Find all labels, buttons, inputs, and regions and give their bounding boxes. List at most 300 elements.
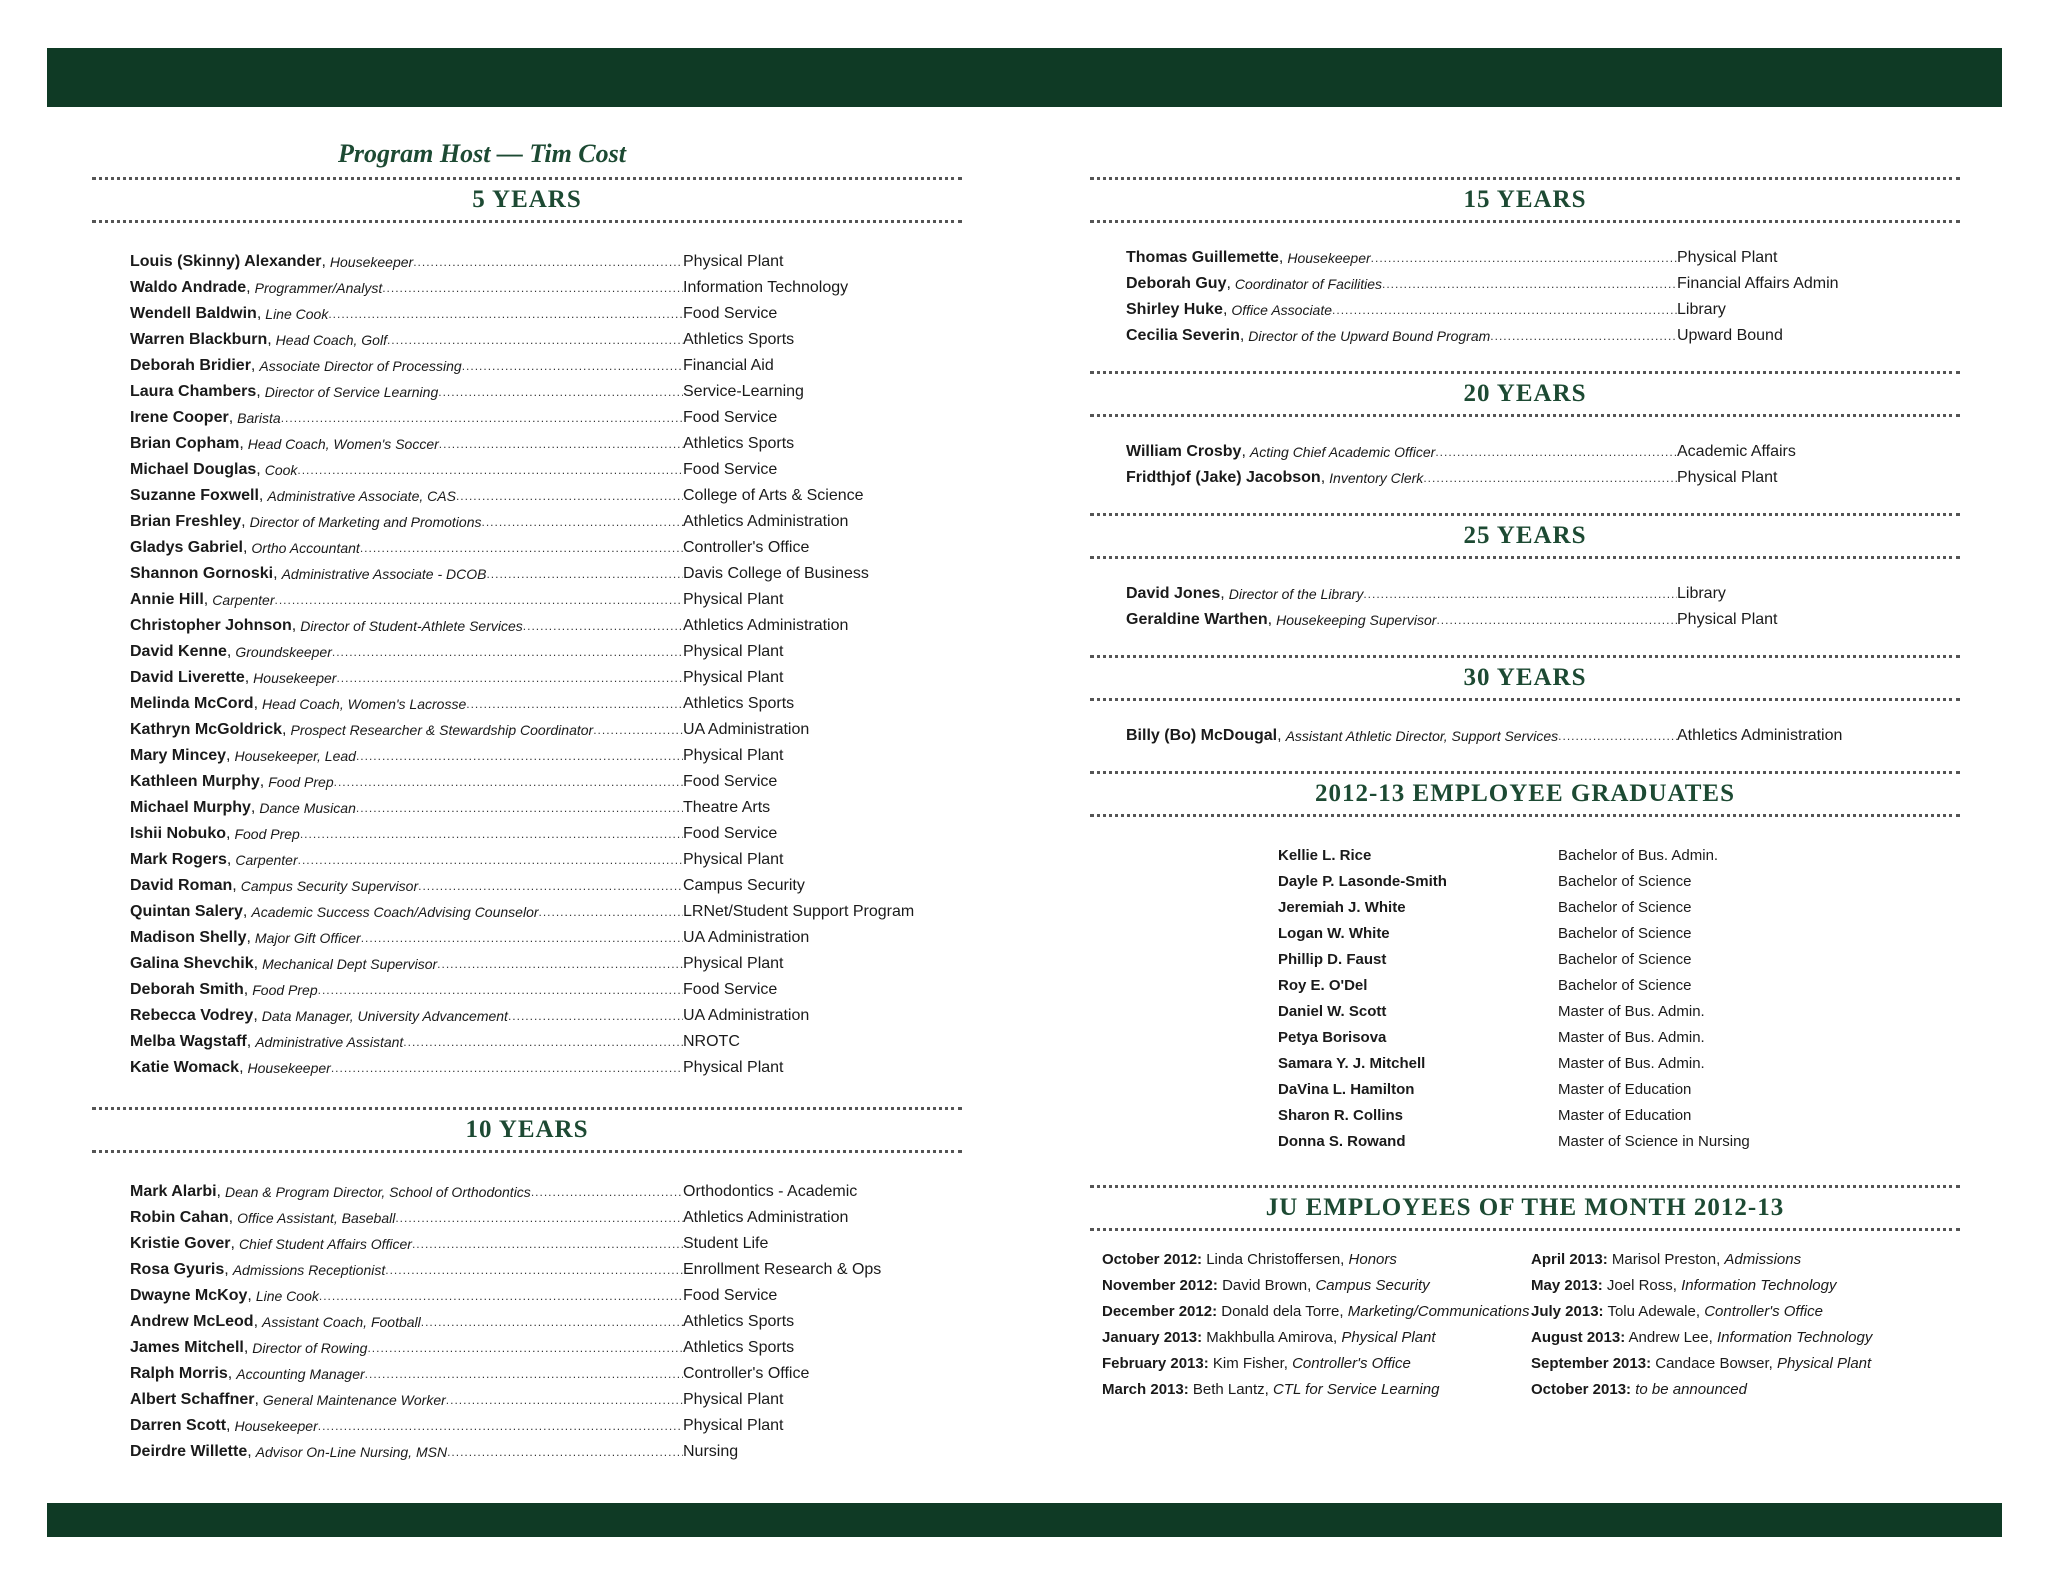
honoree-name: Robin Cahan xyxy=(130,1209,229,1226)
eom-entry xyxy=(1102,1299,1531,1325)
dot-leader xyxy=(356,795,683,821)
honoree-department: Food Service xyxy=(683,981,778,998)
eom-entry xyxy=(1102,1325,1531,1351)
dotted-rule xyxy=(1090,771,1960,774)
honoree-name-title xyxy=(130,873,683,899)
eom-department: Controller's Office xyxy=(1292,1355,1411,1372)
separator: , xyxy=(243,1339,249,1356)
dot-leader xyxy=(281,405,683,431)
dot-leader xyxy=(456,483,683,509)
dotted-rule xyxy=(92,220,962,223)
honoree-row xyxy=(130,561,962,587)
honoree-row xyxy=(130,1413,962,1439)
honoree-name: Shannon Gornoski xyxy=(130,565,274,582)
dot-leader xyxy=(1332,297,1677,323)
separator: , xyxy=(226,825,231,842)
eom-name: Marisol Preston, xyxy=(1611,1251,1721,1268)
honoree-department: Enrollment Research & Ops xyxy=(683,1261,882,1278)
honoree-name-title xyxy=(130,639,683,665)
honoree-department: UA Administration xyxy=(683,721,810,738)
honoree-name-title xyxy=(130,847,683,873)
dot-leader xyxy=(481,509,683,535)
dotted-rule xyxy=(1090,414,1960,417)
honoree-name: Deborah Guy xyxy=(1126,275,1227,292)
section-heading: 15 YEARS xyxy=(1463,186,1587,213)
honoree-name: Madison Shelly xyxy=(130,929,247,946)
separator: , xyxy=(226,1417,231,1434)
dot-leader xyxy=(1371,245,1677,271)
honoree-row xyxy=(130,509,962,535)
eom-name: Andrew Lee, xyxy=(1628,1329,1713,1346)
honoree-row xyxy=(130,1439,962,1465)
honoree-department: Athletics Administration xyxy=(1677,727,1843,744)
eom-entry xyxy=(1531,1299,1960,1325)
graduate-name: Petya Borisova xyxy=(1278,1029,1387,1046)
honoree-department: Food Service xyxy=(683,461,778,478)
honoree-title: Administrative Associate, CAS xyxy=(267,488,456,504)
honoree-department: Athletics Administration xyxy=(683,617,849,634)
honoree-department: Theatre Arts xyxy=(683,799,771,816)
dot-leader xyxy=(531,1179,683,1205)
separator: , xyxy=(246,929,251,946)
eom-month: November 2012: xyxy=(1102,1277,1218,1294)
honoree-row xyxy=(130,717,962,743)
dot-leader xyxy=(318,1413,683,1439)
honoree-name-title xyxy=(130,301,683,327)
separator: , xyxy=(273,565,278,582)
honoree-title: Dean & Program Director, School of Orthodontics xyxy=(225,1184,531,1200)
honoree-department: Student Life xyxy=(683,1235,769,1252)
honoree-department: Physical Plant xyxy=(1677,469,1778,486)
separator: , xyxy=(226,851,232,868)
honoree-title: Administrative Assistant xyxy=(255,1034,404,1050)
honoree-title: Food Prep xyxy=(268,774,334,790)
graduates-list xyxy=(1278,843,1960,1155)
honoree-name: Warren Blackburn xyxy=(130,331,268,348)
honoree-name-title xyxy=(130,1335,683,1361)
graduate-row xyxy=(1278,1025,1960,1051)
honoree-title: Housekeeper xyxy=(234,1418,318,1434)
honoree-title: Food Prep xyxy=(234,826,300,842)
honoree-department: Athletics Sports xyxy=(683,1339,795,1356)
honoree-department: Nursing xyxy=(683,1443,739,1460)
honoree-name-title xyxy=(130,535,683,561)
separator: , xyxy=(228,1209,234,1226)
honoree-department: Orthodontics - Academic xyxy=(683,1183,858,1200)
eom-entry xyxy=(1531,1273,1960,1299)
separator: , xyxy=(230,1235,235,1252)
eom-entry xyxy=(1102,1247,1531,1273)
separator: , xyxy=(256,305,262,322)
separator: , xyxy=(242,539,248,556)
honoree-name: Andrew McLeod xyxy=(130,1313,254,1330)
separator: , xyxy=(243,981,249,998)
dot-leader xyxy=(365,1361,683,1387)
dot-leader xyxy=(403,1029,683,1055)
honoree-department: Upward Bound xyxy=(1677,327,1783,344)
separator: , xyxy=(247,1443,252,1460)
dot-leader xyxy=(437,951,683,977)
separator: , xyxy=(239,435,244,452)
honoree-name: David Roman xyxy=(130,877,233,894)
honoree-name: Irene Cooper xyxy=(130,409,229,426)
dot-leader xyxy=(367,1335,683,1361)
honoree-name-title xyxy=(130,483,683,509)
section-header xyxy=(1090,655,1960,701)
separator: , xyxy=(256,383,261,400)
section-heading: 5 YEARS xyxy=(472,186,582,213)
honoree-department: Physical Plant xyxy=(683,253,784,270)
honoree-department: Physical Plant xyxy=(683,591,784,608)
eom-department: CTL for Service Learning xyxy=(1272,1381,1440,1398)
honoree-name: Michael Murphy xyxy=(130,799,251,816)
dot-leader xyxy=(331,1055,683,1081)
honoree-row xyxy=(130,1283,962,1309)
dot-leader xyxy=(539,899,683,925)
dotted-rule xyxy=(1090,814,1960,817)
dotted-rule xyxy=(1090,1228,1960,1231)
eom-name: David Brown, xyxy=(1222,1277,1312,1294)
honoree-name: Deirdre Willette xyxy=(130,1443,248,1460)
honoree-department: Food Service xyxy=(683,773,778,790)
separator: , xyxy=(246,1033,252,1050)
honoree-title: Programmer/Analyst xyxy=(254,280,383,296)
honoree-name-title xyxy=(130,1231,683,1257)
honoree-row xyxy=(1126,723,1960,749)
honoree-title: Accounting Manager xyxy=(236,1366,365,1382)
honoree-row xyxy=(130,535,962,561)
eom-entry xyxy=(1531,1351,1960,1377)
separator: , xyxy=(246,279,251,296)
honoree-title: Housekeeper, Lead xyxy=(234,748,356,764)
honoree-row xyxy=(130,1335,962,1361)
honoree-row xyxy=(1126,271,1960,297)
dot-leader xyxy=(332,639,683,665)
separator: , xyxy=(226,643,232,660)
honoree-name: Melinda McCord xyxy=(130,695,254,712)
honoree-list xyxy=(92,1179,962,1465)
eom-department: Honors xyxy=(1348,1251,1397,1268)
bottom-band xyxy=(47,1503,2002,1537)
graduate-degree: Bachelor of Science xyxy=(1558,977,1692,994)
honoree-department: LRNet/Student Support Program xyxy=(683,903,915,920)
separator: , xyxy=(254,1391,259,1408)
employees-of-month xyxy=(1090,1247,1960,1403)
honoree-row xyxy=(130,821,962,847)
separator: , xyxy=(321,253,326,270)
honoree-title: Line Cook xyxy=(265,306,329,322)
separator: , xyxy=(244,669,250,686)
honoree-title: Chief Student Affairs Officer xyxy=(238,1236,412,1252)
honoree-name: Albert Schaffner xyxy=(130,1391,255,1408)
eom-month: October 2013: xyxy=(1531,1381,1632,1398)
eom-month: May 2013: xyxy=(1531,1277,1603,1294)
separator: , xyxy=(1226,275,1231,292)
section-heading: 20 YEARS xyxy=(1463,380,1587,407)
graduate-degree: Master of Education xyxy=(1558,1107,1692,1124)
separator: , xyxy=(250,799,256,816)
honoree-row xyxy=(130,1387,962,1413)
honoree-name-title xyxy=(130,249,683,275)
honoree-title: Admissions Receptionist xyxy=(232,1262,386,1278)
honoree-name: Brian Freshley xyxy=(130,513,242,530)
honoree-name-title xyxy=(130,1205,683,1231)
eom-name: Tolu Adewale, xyxy=(1607,1303,1701,1320)
dot-leader xyxy=(328,301,683,327)
honoree-title: Office Associate xyxy=(1231,302,1333,318)
honoree-title: Advisor On-Line Nursing, MSN xyxy=(255,1444,448,1460)
program-host: Program Host — Tim Cost xyxy=(338,139,626,168)
dot-leader xyxy=(385,1257,683,1283)
honoree-row xyxy=(130,743,962,769)
honoree-row xyxy=(130,1055,962,1081)
honoree-list xyxy=(92,249,962,1081)
right-column xyxy=(1090,135,1960,1403)
honoree-name-title xyxy=(130,353,683,379)
honoree-name-title xyxy=(1126,465,1677,491)
graduate-degree: Master of Education xyxy=(1558,1081,1692,1098)
employees-of-month-header xyxy=(1090,1185,1960,1231)
honoree-name-title xyxy=(130,1439,683,1465)
honoree-name: Rebecca Vodrey xyxy=(130,1007,254,1024)
honoree-title: Director of the Upward Bound Program xyxy=(1248,328,1491,344)
honoree-name-title xyxy=(130,665,683,691)
top-band xyxy=(47,48,2002,107)
honoree-department: Library xyxy=(1677,585,1726,602)
honoree-title: Director of Service Learning xyxy=(264,384,439,400)
honoree-name: Michael Douglas xyxy=(130,461,257,478)
eom-name: Makhbulla Amirova, xyxy=(1206,1329,1338,1346)
honoree-name-title xyxy=(130,717,683,743)
honoree-title: Dance Musican xyxy=(259,800,356,816)
eom-department: to be announced xyxy=(1635,1381,1747,1398)
honoree-name: James Mitchell xyxy=(130,1339,244,1356)
dotted-rule xyxy=(1090,220,1960,223)
honoree-name-title xyxy=(1126,439,1677,465)
separator: , xyxy=(253,1313,259,1330)
honoree-title: Inventory Clerk xyxy=(1329,470,1424,486)
dot-leader xyxy=(1423,465,1677,491)
honoree-row xyxy=(130,795,962,821)
honoree-name-title xyxy=(130,1055,683,1081)
honoree-name: Fridthjof (Jake) Jacobson xyxy=(1126,469,1321,486)
honoree-name-title xyxy=(130,405,683,431)
dot-leader xyxy=(1490,323,1677,349)
eom-month: March 2013: xyxy=(1102,1381,1189,1398)
honoree-title: Acting Chief Academic Officer xyxy=(1249,444,1436,460)
eom-entry xyxy=(1102,1273,1531,1299)
dot-leader xyxy=(356,743,683,769)
honoree-department: Controller's Office xyxy=(683,539,810,556)
honoree-row xyxy=(130,769,962,795)
dot-leader xyxy=(319,1283,683,1309)
honoree-row xyxy=(1126,245,1960,271)
honoree-title: Groundskeeper xyxy=(235,644,332,660)
honoree-name: Louis (Skinny) Alexander xyxy=(130,253,322,270)
dotted-rule xyxy=(1090,655,1960,658)
honoree-list xyxy=(1090,439,1960,491)
honoree-title: Assistant Athletic Director, Support Services xyxy=(1285,728,1559,744)
eom-month: February 2013: xyxy=(1102,1355,1209,1372)
eom-name: Kim Fisher, xyxy=(1212,1355,1288,1372)
honoree-name: Cecilia Severin xyxy=(1126,327,1240,344)
section-heading: 30 YEARS xyxy=(1463,664,1587,691)
separator: , xyxy=(1320,469,1326,486)
honoree-title: Carpenter xyxy=(235,852,298,868)
honoree-name-title xyxy=(1126,271,1677,297)
dot-leader xyxy=(1382,271,1677,297)
honoree-title: Head Coach, Women's Lacrosse xyxy=(262,696,467,712)
honoree-name-title xyxy=(130,1283,683,1309)
graduate-name: Donna S. Rowand xyxy=(1278,1133,1406,1150)
honoree-department: Physical Plant xyxy=(683,1417,784,1434)
eom-entry xyxy=(1102,1351,1531,1377)
honoree-title: Major Gift Officer xyxy=(254,930,361,946)
honoree-department: Service-Learning xyxy=(683,383,804,400)
separator: , xyxy=(242,903,248,920)
honoree-name-title xyxy=(130,899,683,925)
separator: , xyxy=(1220,585,1225,602)
dot-leader xyxy=(1435,439,1677,465)
graduates-header xyxy=(1090,771,1960,817)
eom-entry xyxy=(1531,1247,1960,1273)
eom-name: Joel Ross, xyxy=(1606,1277,1677,1294)
spacer xyxy=(1090,135,1960,173)
honoree-department: Campus Security xyxy=(683,877,805,894)
graduate-degree: Master of Science in Nursing xyxy=(1558,1133,1750,1150)
honoree-name: Brian Copham xyxy=(130,435,240,452)
honoree-name-title xyxy=(130,1029,683,1055)
separator: , xyxy=(216,1183,221,1200)
honoree-department: Information Technology xyxy=(683,279,849,296)
separator: , xyxy=(239,1059,244,1076)
honoree-department: Athletics Sports xyxy=(683,1313,795,1330)
honoree-row xyxy=(130,1309,962,1335)
separator: , xyxy=(282,721,287,738)
separator: , xyxy=(227,1365,233,1382)
honoree-title: Data Manager, University Advancement xyxy=(261,1008,508,1024)
graduate-row xyxy=(1278,921,1960,947)
separator: , xyxy=(259,773,265,790)
honoree-row xyxy=(130,639,962,665)
honoree-title: Director of Marketing and Promotions xyxy=(249,514,482,530)
honoree-name: David Jones xyxy=(1126,585,1221,602)
separator: , xyxy=(224,1261,229,1278)
eom-entry xyxy=(1102,1377,1531,1403)
honoree-title: Food Prep xyxy=(252,982,318,998)
graduate-degree: Bachelor of Science xyxy=(1558,925,1692,942)
honoree-name: Christopher Johnson xyxy=(130,617,292,634)
honoree-name: David Kenne xyxy=(130,643,227,660)
eom-column xyxy=(1102,1247,1531,1403)
honoree-row xyxy=(130,1361,962,1387)
graduate-row xyxy=(1278,869,1960,895)
honoree-name-title xyxy=(1126,723,1677,749)
honoree-name: Kathleen Murphy xyxy=(130,773,260,790)
honoree-row xyxy=(130,1231,962,1257)
honoree-name: Laura Chambers xyxy=(130,383,257,400)
eom-department: Information Technology xyxy=(1681,1277,1837,1294)
eom-name: Candace Bowser, xyxy=(1655,1355,1773,1372)
dot-leader xyxy=(361,925,683,951)
dot-leader xyxy=(1558,723,1677,749)
dot-leader xyxy=(439,431,683,457)
section-heading: 10 YEARS xyxy=(465,1116,589,1143)
graduate-row xyxy=(1278,1103,1960,1129)
eom-entry xyxy=(1531,1377,1960,1403)
dot-leader xyxy=(395,1205,683,1231)
honoree-department: Athletics Administration xyxy=(683,513,849,530)
honoree-name-title xyxy=(1126,607,1677,633)
honoree-name-title xyxy=(130,821,683,847)
dotted-rule xyxy=(92,1150,962,1153)
dot-leader xyxy=(413,249,683,275)
honoree-name: Ralph Morris xyxy=(130,1365,228,1382)
eom-department: Admissions xyxy=(1724,1251,1802,1268)
honoree-title: Housekeeper xyxy=(329,254,414,270)
honoree-row xyxy=(130,275,962,301)
honoree-name: Ishii Nobuko xyxy=(130,825,226,842)
honoree-department: Athletics Sports xyxy=(683,435,795,452)
separator: , xyxy=(1222,301,1228,318)
eom-name: Linda Christoffersen, xyxy=(1206,1251,1345,1268)
honoree-title: Administrative Associate - DCOB xyxy=(281,566,487,582)
honoree-title: Housekeeper xyxy=(253,670,337,686)
honoree-list xyxy=(1090,245,1960,349)
honoree-title: Barista xyxy=(237,410,281,426)
honoree-name: Annie Hill xyxy=(130,591,204,608)
honoree-row xyxy=(130,587,962,613)
eom-month: October 2012: xyxy=(1102,1251,1203,1268)
honoree-department: Physical Plant xyxy=(683,747,784,764)
dot-leader xyxy=(298,847,683,873)
dot-leader xyxy=(508,1003,683,1029)
honoree-title: Head Coach, Women's Soccer xyxy=(247,436,439,452)
honoree-title: Office Assistant, Baseball xyxy=(237,1210,396,1226)
separator: , xyxy=(241,513,246,530)
honoree-name: Mark Alarbi xyxy=(130,1183,217,1200)
eom-department: Marketing/Communications xyxy=(1347,1303,1530,1320)
dotted-rule xyxy=(1090,513,1960,516)
honoree-name: Gladys Gabriel xyxy=(130,539,243,556)
separator: , xyxy=(203,591,209,608)
honoree-title: Campus Security Supervisor xyxy=(240,878,419,894)
graduate-name: Jeremiah J. White xyxy=(1278,899,1406,916)
honoree-title: Housekeeper xyxy=(247,1060,331,1076)
eom-department: Physical Plant xyxy=(1341,1329,1436,1346)
eom-department: Campus Security xyxy=(1315,1277,1430,1294)
separator: , xyxy=(1278,249,1284,266)
dot-leader xyxy=(486,561,683,587)
honoree-row xyxy=(130,925,962,951)
honoree-row xyxy=(1126,439,1960,465)
honoree-row xyxy=(130,405,962,431)
honoree-row xyxy=(130,249,962,275)
honoree-name: Mark Rogers xyxy=(130,851,227,868)
honoree-name-title xyxy=(1126,323,1677,349)
section-header xyxy=(1090,177,1960,223)
honoree-department: Financial Affairs Admin xyxy=(1677,275,1839,292)
honoree-department: Davis College of Business xyxy=(683,565,869,582)
honoree-name: Darren Scott xyxy=(130,1417,227,1434)
honoree-department: Physical Plant xyxy=(683,1059,784,1076)
honoree-name-title xyxy=(130,743,683,769)
dot-leader xyxy=(462,353,683,379)
honoree-row xyxy=(1126,465,1960,491)
section-header xyxy=(1090,513,1960,559)
honoree-department: Academic Affairs xyxy=(1677,443,1796,460)
section-heading: 25 YEARS xyxy=(1463,522,1587,549)
